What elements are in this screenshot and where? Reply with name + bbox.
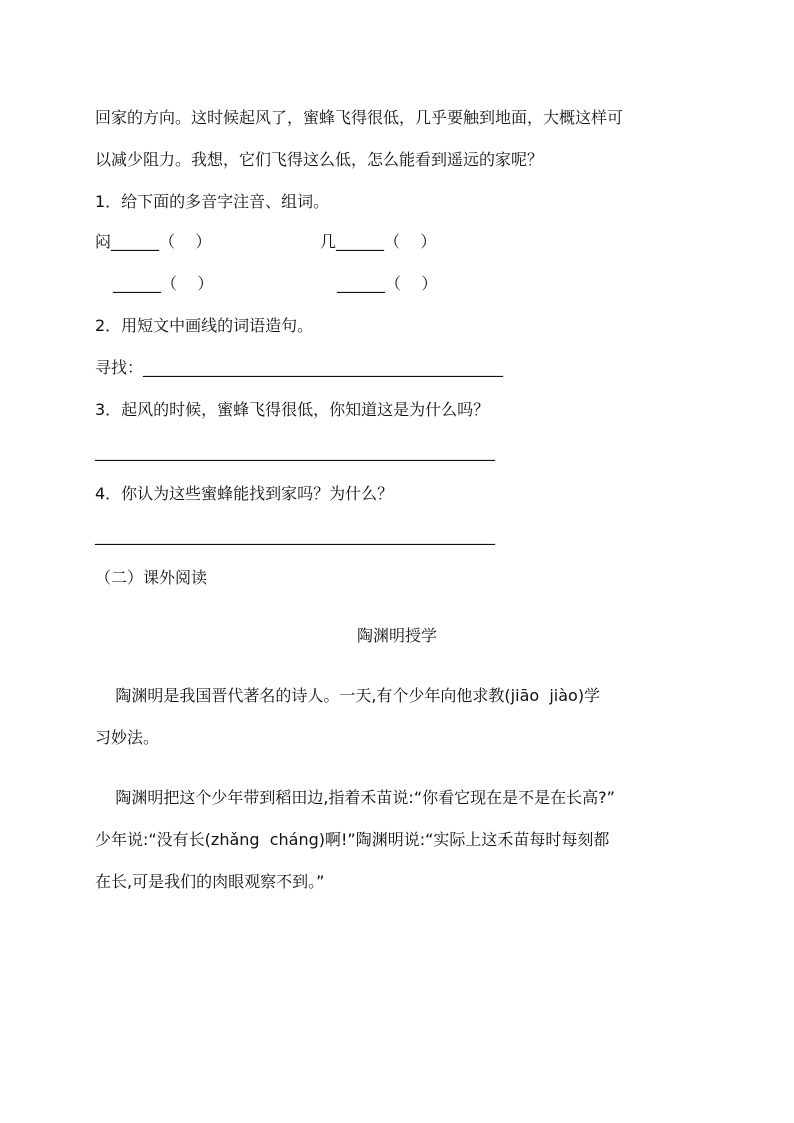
question-1-row2-left: ______（ ） [113,274,214,293]
question-1-row2-right: ______（ ） [337,274,438,293]
paragraph-2-line-3: 在长,可是我们的肉眼观察不到。” [95,872,325,891]
question-2-answer-line: 寻找：_____________________________________________ [95,358,504,377]
passage-line-2: 以减少阻力。我想，它们飞得这么低，怎么能看到遥远的家呢？ [95,150,544,169]
question-3-prompt: 3．起风的时候，蜜蜂飞得很低，你知道这是为什么吗？ [95,400,490,419]
article-paragraph-2 [95,788,755,892]
question-1-prompt: 1．给下面的多音字注音、组词。 [95,192,330,211]
paragraph-2-line-2: 少年说:“没有长(zhǎng cháng)啊!”陶渊明说:“实际上这禾苗每时每刻都 [95,830,610,849]
paragraph-2-line-1: 陶渊明把这个少年带到稻田边,指着禾苗说:“你看它现在是不是在长高?” [95,788,615,807]
section-2-heading: （二）课外阅读 [95,568,208,587]
question-2-prompt: 2．用短文中画线的词语造句。 [95,316,314,335]
passage-line-1: 回家的方向。这时候起风了，蜜蜂飞得很低，几乎要触到地面，大概这样可 [95,108,624,127]
question-4-answer-line: __________________________________________________ [95,526,495,545]
question-3-answer-line: __________________________________________________ [95,442,495,461]
question-1-row1-left: 闷______（ ） [95,232,212,251]
paragraph-1-line-2: 习妙法。 [95,728,160,747]
question-4-prompt: 4．你认为这些蜜蜂能找到家吗？为什么？ [95,484,394,503]
article-title: 陶渊明授学 [356,626,437,645]
paragraph-1-line-1: 陶渊明是我国晋代著名的诗人。一天,有个少年向他求教(jiāo jiào)学 [95,686,601,705]
article-paragraph-1 [95,686,755,748]
question-1-row1-right: 几______（ ） [320,232,437,251]
